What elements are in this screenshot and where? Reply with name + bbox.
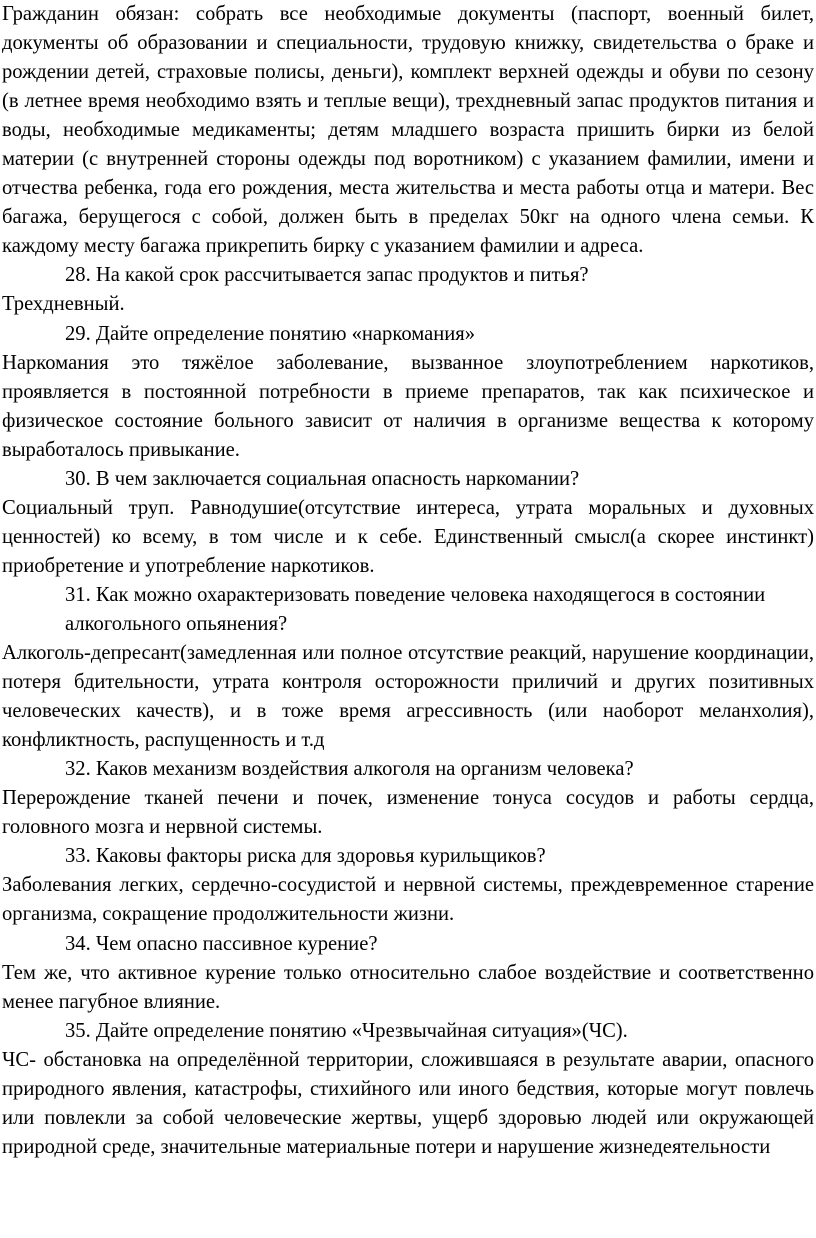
answer-31: Алкоголь-депресант(замедленная или полное отсутствие реакций, нарушение координации, потеря бдительности, утрата контроля осторожности приличий и других позитивных человеческих качеств), и в тоже время агрессивность (или наоборот меланхолия), конфликтность, распущенность и т.д bbox=[2, 642, 814, 752]
answer-34: Тем же, что активное курение только относительно слабое воздействие и соответственно менее пагубное влияние. bbox=[2, 961, 814, 1013]
answer-33: Заболевания легких, сердечно-сосудистой и нервной системы, преждевременное старение организма, сокращение продолжительности жизни. bbox=[2, 874, 814, 926]
answer-35: ЧС- обстановка на определённой территории, сложившаяся в результате аварии, опасного природного явления, катастрофы, стихийного или иного бедствия, которые могут повлечь или повлекли за собой человеческие жертвы, ущерб здоровью людей или окружающей природной среде, значительные материальные потери и нарушение жизнедеятельности bbox=[2, 1048, 814, 1158]
answer-32: Перерождение тканей печени и почек, изменение тонуса сосудов и работы сердца, головного мозга и нервной системы. bbox=[2, 787, 814, 839]
question-33: 33. Каковы факторы риска для здоровья курильщиков? bbox=[65, 845, 546, 868]
question-35: 35. Дайте определение понятию «Чрезвычайная ситуация»(ЧС). bbox=[65, 1019, 628, 1042]
question-29: 29. Дайте определение понятию «наркомания» bbox=[65, 322, 476, 345]
question-28: 28. На какой срок рассчитывается запас продуктов и питья? bbox=[65, 264, 589, 287]
answer-28: Трехдневный. bbox=[2, 293, 125, 316]
question-32: 32. Каков механизм воздействия алкоголя на организм человека? bbox=[65, 758, 634, 781]
question-30: 30. В чем заключается социальная опасность наркомании? bbox=[65, 467, 580, 490]
answer-30: Социальный труп. Равнодушие(отсутствие интереса, утрата моральных и духовных ценностей) ко всему, в том числе и к себе. Единственный смысл(а скорее инстинкт) приобретение и употребление наркотиков. bbox=[2, 496, 814, 577]
intro-paragraph: Гражданин обязан: собрать все необходимые документы (паспорт, военный билет, документы об образовании и специальности, трудовую книжку, свидетельства о браке и рождении детей, страховые полисы, деньги), комплект верхней одежды и обуви по сезону (в летнее время необходимо взять и теплые вещи), трехдневный запас продуктов питания и воды, необходимые медикаменты; детям младшего возраста пришить бирки из белой материи (с внутренней стороны одежды под воротником) с указанием фамилии, имени и отчества ребенка, года его рождения, места жительства и места работы отца и матери. Вес багажа, берущегося с собой, должен быть в пределах 50кг на одного члена семьи. К каждому месту багажа прикрепить бирку с указанием фамилии и адреса. bbox=[2, 3, 814, 258]
answer-29: Наркомания это тяжёлое заболевание, вызванное злоупотреблением наркотиков, проявляется в постоянной потребности в приеме препаратов, так как психическое и физическое состояние больного зависит от наличия в организме вещества к которому выработалось привыкание. bbox=[2, 351, 814, 461]
question-34: 34. Чем опасно пассивное курение? bbox=[65, 932, 378, 955]
question-31: 31. Как можно охарактеризовать поведение человека находящегося в состоянии алкогольного опьянения? bbox=[65, 583, 766, 635]
